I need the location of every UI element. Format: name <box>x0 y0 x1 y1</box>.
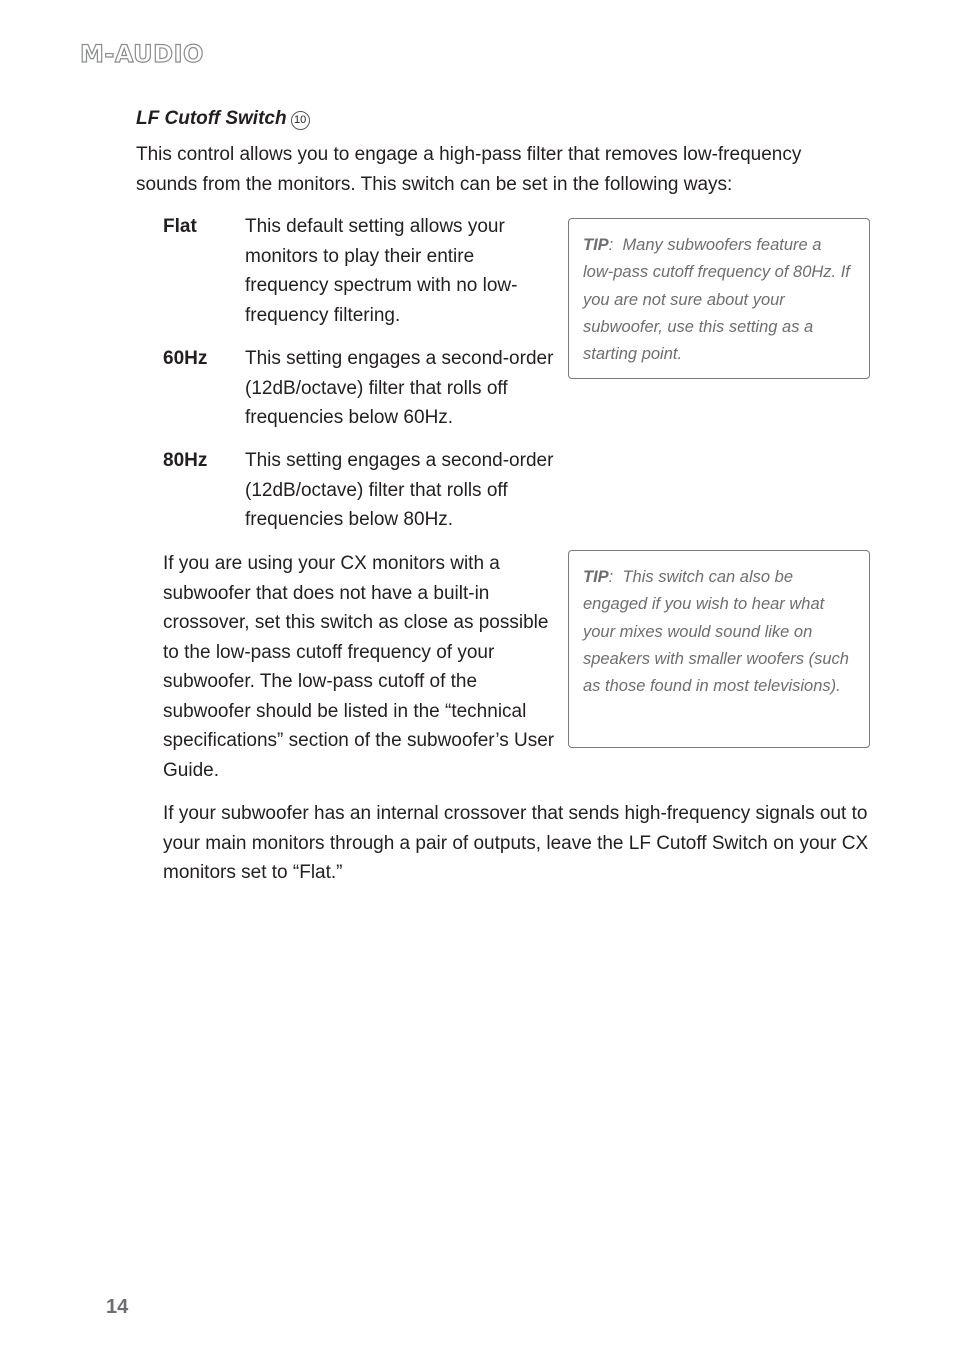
setting-term: Flat <box>163 216 197 237</box>
callout-number-badge: 10 <box>291 111 310 130</box>
tip-label: TIP <box>583 236 609 254</box>
section-title-text: LF Cutoff Switch <box>136 108 287 129</box>
crossover-paragraph: If your subwoofer has an internal crossover that sends high-frequency signals out to your main monitors through a pair of outputs, leave the LF Cutoff Switch on your CX monitors set to “Flat.” <box>163 803 869 883</box>
setting-description: This setting engages a second-order (12dB/octave) filter that rolls off frequencies below 60Hz. <box>245 348 554 428</box>
brand-logo: M-AUDIO <box>80 40 204 68</box>
section-title <box>136 108 310 130</box>
setting-description: This setting engages a second-order (12dB/octave) filter that rolls off frequencies below 80Hz. <box>245 450 554 530</box>
tip-text: Many subwoofers feature a low-pass cutoff frequency of 80Hz. If you are not sure about your subwoofer, use this setting as a starting point. <box>583 236 850 364</box>
setting-term: 80Hz <box>163 450 208 471</box>
setting-term: 60Hz <box>163 348 208 369</box>
tip-box-woofers: TIP: This switch can also be engaged if you wish to hear what your mixes would sound like on speakers with smaller woofers (such as those found in most televisions). <box>568 550 870 748</box>
setting-description: This default setting allows your monitors to play their entire frequency spectrum with no low-frequency filtering. <box>245 216 518 326</box>
subwoofer-paragraph: If you are using your CX monitors with a subwoofer that does not have a built-in crossover, set this switch as close as possible to the low-pass cutoff frequency of your subwoofer. The low-pass cutoff of the subwoofer should be listed in the “technical specifications” section of the subwoofer’s User Guide. <box>163 553 555 781</box>
tip-text: This switch can also be engaged if you wish to hear what your mixes would sound like on speakers with smaller woofers (such as those found in most televisions). <box>583 568 849 696</box>
tip-box-subwoofer: TIP: Many subwoofers feature a low-pass cutoff frequency of 80Hz. If you are not sure about your subwoofer, use this setting as a starting point. <box>568 218 870 379</box>
tip-label: TIP <box>583 568 609 586</box>
intro-paragraph: This control allows you to engage a high-pass filter that removes low-frequency sounds from the monitors. This switch can be set in the following ways: <box>136 144 802 195</box>
page-number: 14 <box>106 1296 129 1318</box>
